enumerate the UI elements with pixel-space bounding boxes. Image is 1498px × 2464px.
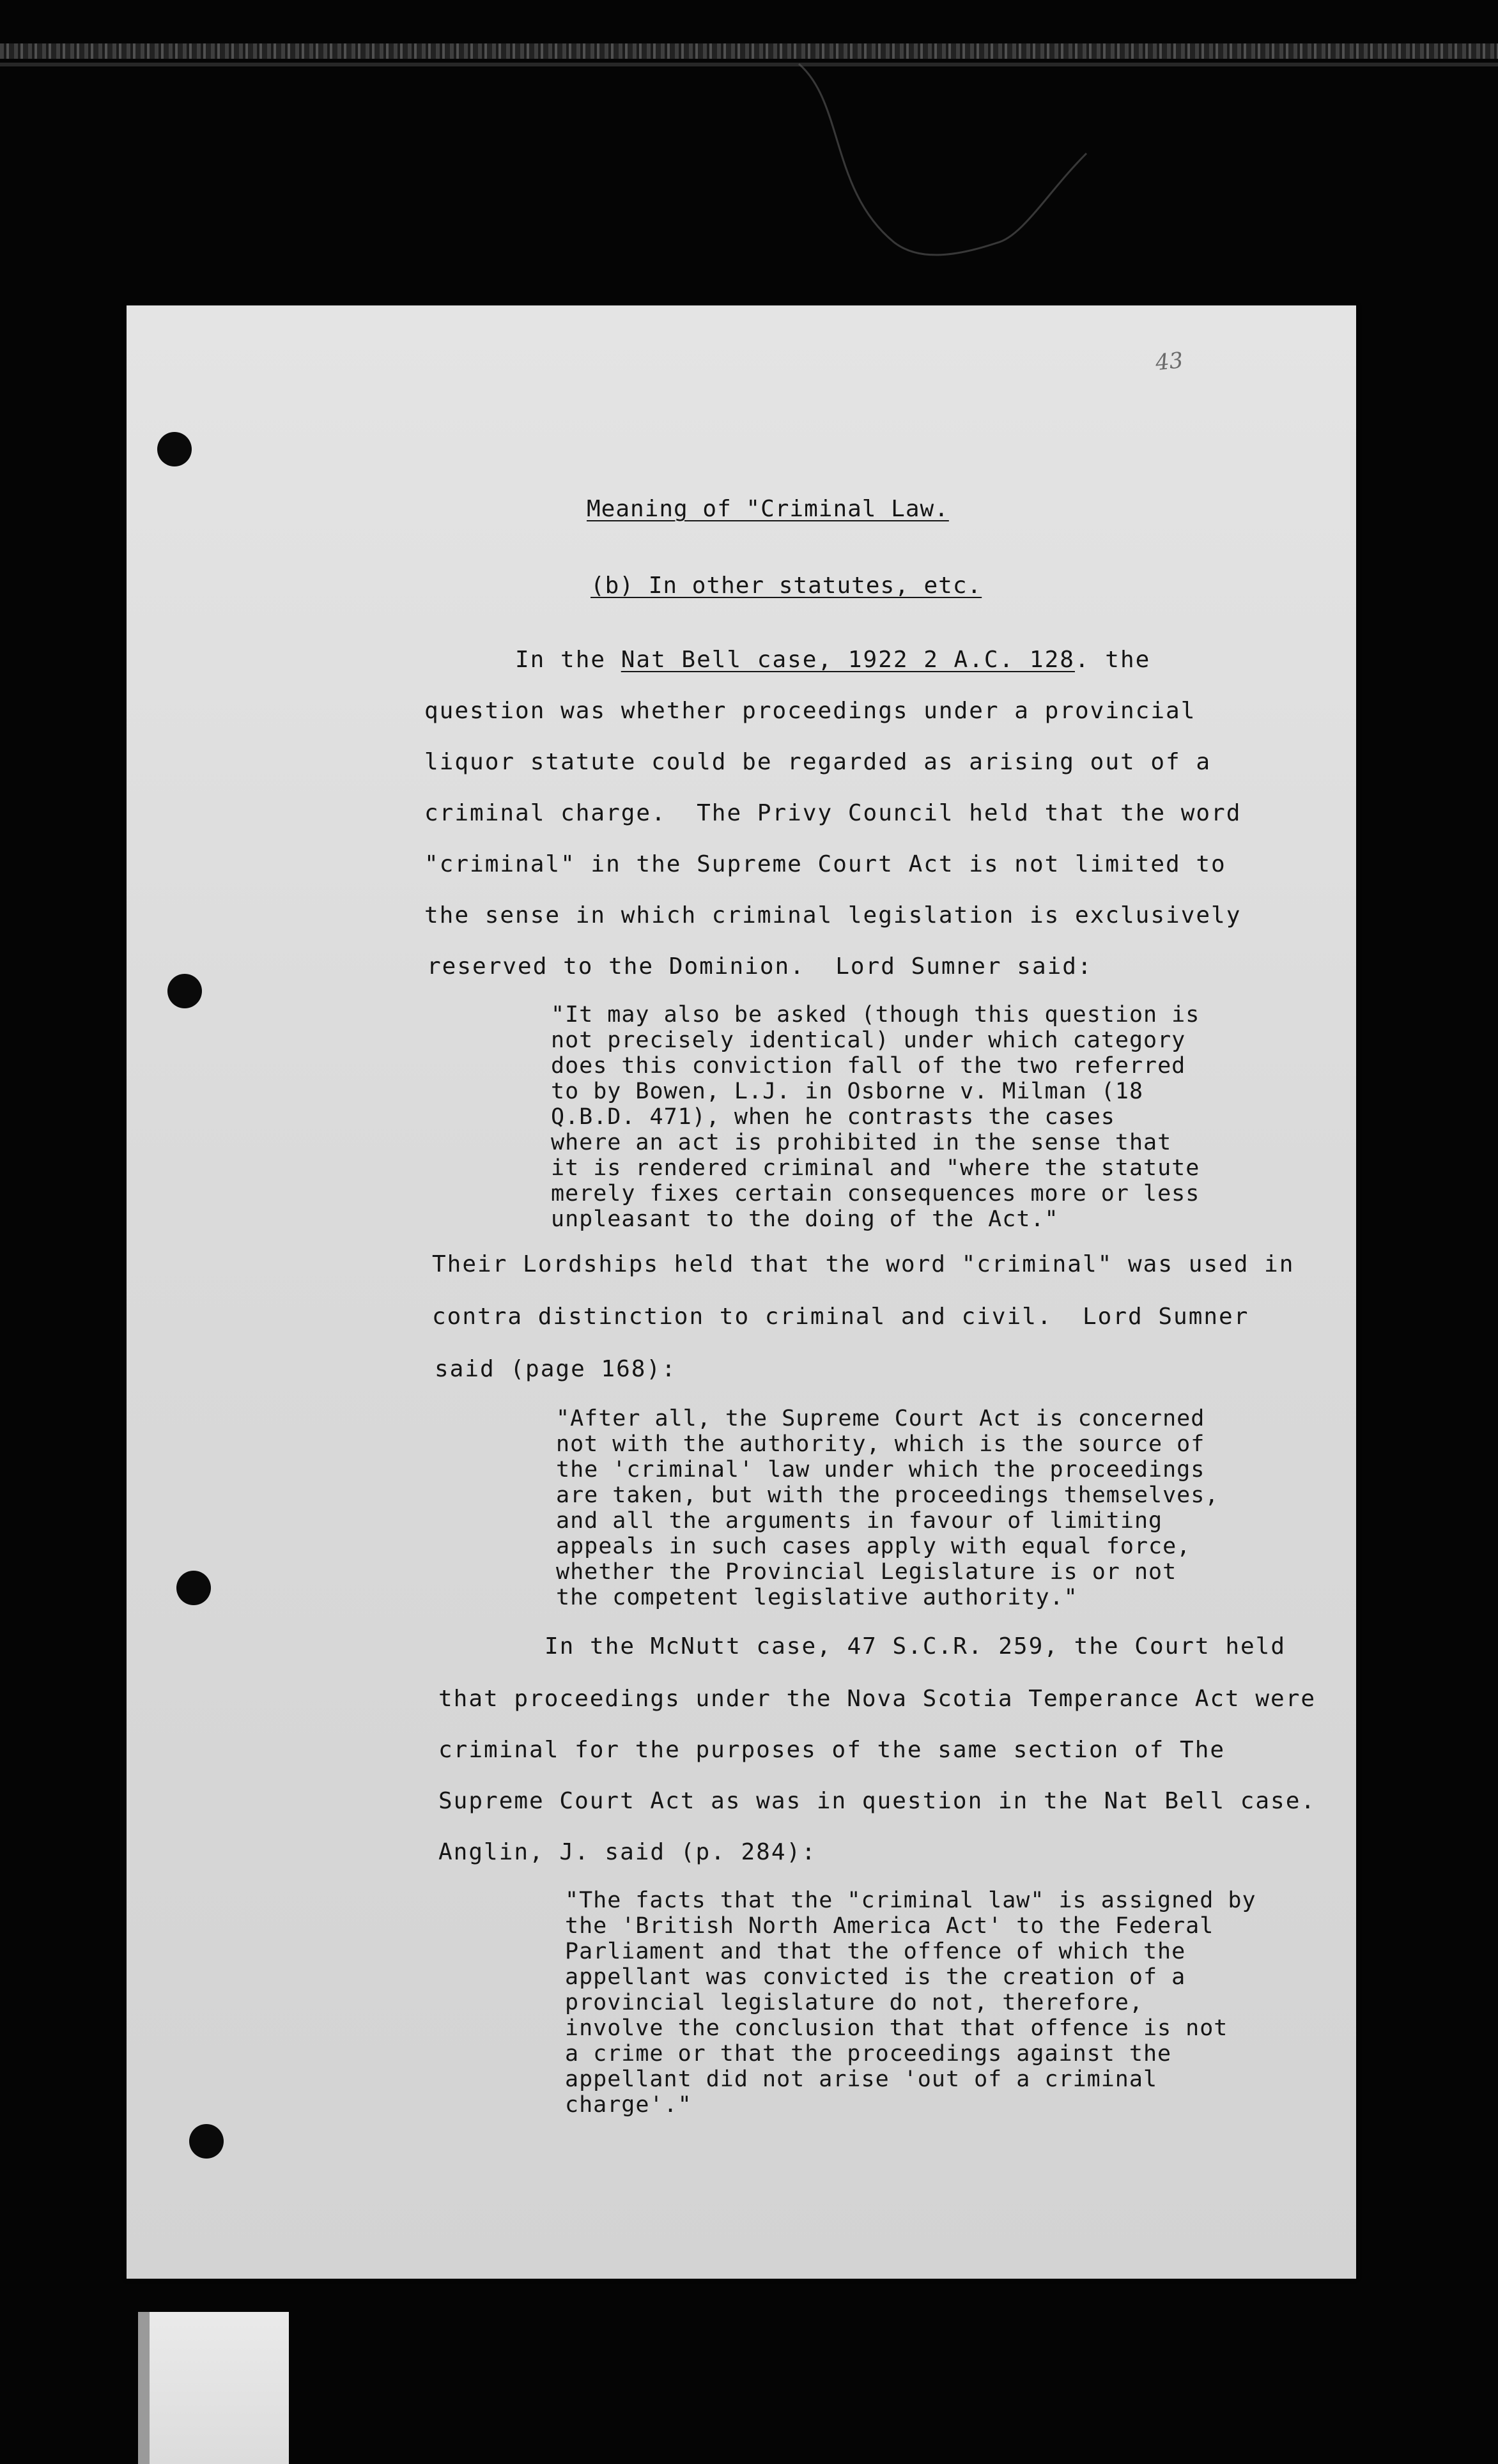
text-run: In the [515, 647, 621, 673]
heading-meaning-of-criminal-law: Meaning of "Criminal Law. [587, 496, 949, 522]
punch-hole [189, 2124, 224, 2159]
paragraph-first-line [515, 647, 1150, 673]
page-number: 43 [1154, 347, 1185, 376]
quote-line: the competent legislative authority." [556, 1585, 1078, 1610]
paragraph-line: question was whether proceedings under a provincial [424, 698, 1196, 724]
paragraph-line: criminal charge. The Privy Council held that the word [424, 800, 1242, 826]
quote-line: appeals in such cases apply with equal force, [556, 1534, 1191, 1559]
case-citation: Nat Bell case, 1922 2 A.C. 128 [621, 647, 1075, 673]
paragraph-line: criminal for the purposes of the same section of The [438, 1737, 1226, 1763]
quote-line: does this conviction fall of the two referred [551, 1053, 1186, 1079]
quote-line: a crime or that the proceedings against the [565, 2041, 1172, 2067]
paragraph-line: Their Lordships held that the word "criminal" was used in [432, 1251, 1295, 1277]
paragraph-line: reserved to the Dominion. Lord Sumner said: [427, 953, 1093, 980]
quote-line: are taken, but with the proceedings themselves, [556, 1482, 1219, 1508]
paragraph-line: Anglin, J. said (p. 284): [438, 1839, 817, 1865]
quote-line: "It may also be asked (though this question is [551, 1002, 1200, 1028]
paragraph-line: Supreme Court Act as was in question in the Nat Bell case. [438, 1788, 1317, 1814]
quote-line: provincial legislature do not, therefore, [565, 1990, 1143, 2015]
text-run: . the [1074, 647, 1151, 673]
punch-hole [176, 1571, 211, 1605]
quote-line: the 'criminal' law under which the proceedings [556, 1457, 1205, 1482]
quote-line: appellant did not arise 'out of a criminal [565, 2067, 1158, 2092]
quote-line: not precisely identical) under which category [551, 1028, 1186, 1053]
punch-hole [157, 432, 192, 466]
paragraph-line: that proceedings under the Nova Scotia Temperance Act were [438, 1686, 1317, 1712]
quote-line: not with the authority, which is the source of [556, 1431, 1205, 1457]
quote-line: Parliament and that the offence of which the [565, 1939, 1186, 1964]
quote-line: involve the conclusion that that offence is not [565, 2015, 1228, 2041]
quote-line: where an act is prohibited in the sense that [551, 1130, 1172, 1155]
heading-in-other-statutes: (b) In other statutes, etc. [591, 573, 982, 599]
punch-hole [167, 974, 202, 1008]
paragraph-line: In the McNutt case, 47 S.C.R. 259, the Court held [544, 1633, 1286, 1659]
next-page-tab [138, 2312, 289, 2464]
quote-line: merely fixes certain consequences more or less [551, 1181, 1200, 1206]
paragraph-line: "criminal" in the Supreme Court Act is not limited to [424, 851, 1226, 877]
next-page-tab-edge [138, 2312, 150, 2464]
quote-line: and all the arguments in favour of limiting [556, 1508, 1163, 1534]
paragraph-line: liquor statute could be regarded as arising out of a [424, 749, 1212, 775]
quote-line: appellant was convicted is the creation of a [565, 1964, 1186, 1990]
quote-line: it is rendered criminal and "where the statute [551, 1155, 1200, 1181]
quote-line: the 'British North America Act' to the Federal [565, 1913, 1214, 1939]
quote-line: "The facts that the "criminal law" is assigned by [565, 1888, 1256, 1913]
paragraph-line: the sense in which criminal legislation is exclusively [424, 902, 1242, 928]
quote-line: charge'." [565, 2092, 692, 2118]
quote-line: unpleasant to the doing of the Act." [551, 1206, 1059, 1232]
quote-line: to by Bowen, L.J. in Osborne v. Milman (18 [551, 1079, 1144, 1104]
quote-line: Q.B.D. 471), when he contrasts the cases [551, 1104, 1115, 1130]
quote-line: whether the Provincial Legislature is or not [556, 1559, 1177, 1585]
paragraph-line: contra distinction to criminal and civil. Lord Sumner [432, 1304, 1249, 1330]
quote-line: "After all, the Supreme Court Act is concerned [556, 1406, 1205, 1431]
paragraph-line: said (page 168): [435, 1356, 677, 1382]
